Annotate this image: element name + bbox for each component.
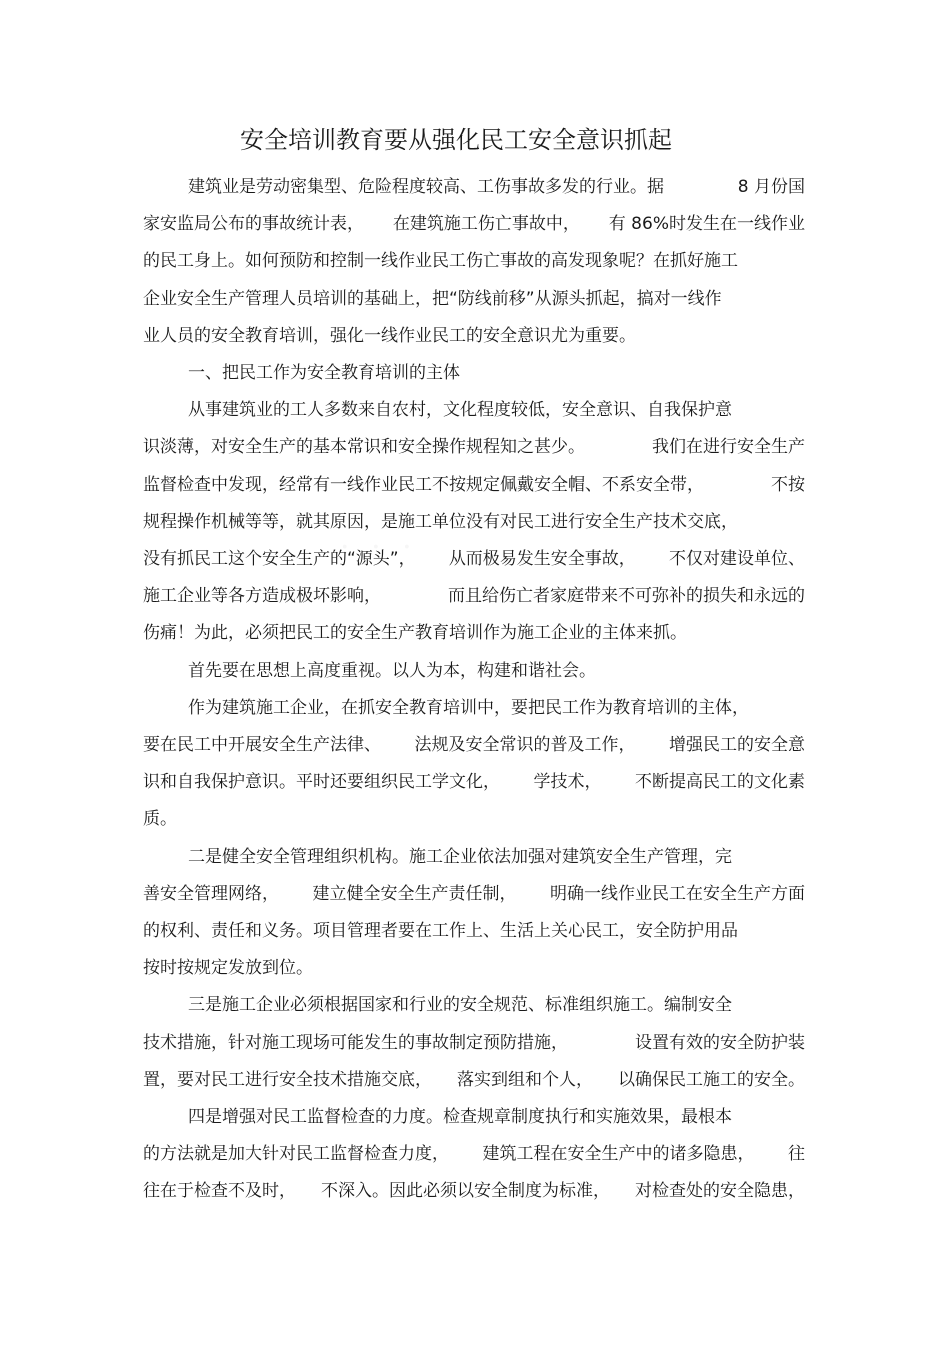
text-line: [143, 879, 805, 909]
text-segment: 作为建筑施工企业，在抓安全教育培训中，要把民工作为教育培训的主体，: [188, 697, 749, 718]
text-line: [143, 209, 805, 239]
text-segment: 识和自我保护意识。平时还要组织民工学文化，: [143, 772, 500, 793]
text-segment: 落实到组和个人，: [457, 1069, 593, 1090]
text-line: [143, 321, 813, 351]
text-line: [143, 246, 813, 276]
text-segment: 学技术，: [533, 772, 602, 793]
text-line: [188, 172, 805, 202]
text-line: [143, 618, 813, 648]
text-segment: 三是施工企业必须根据国家和行业的安全规范、标准组织施工。编制安全: [188, 995, 732, 1016]
text-segment: 的方法就是加大针对民工监督检查力度，: [143, 1144, 449, 1165]
text-segment: 我们在进行安全生产: [652, 437, 805, 458]
text-segment: 以确保民工施工的安全。: [618, 1069, 805, 1090]
text-segment: 有 86%时发生在一线作业: [608, 214, 805, 235]
text-line: [143, 916, 813, 946]
text-segment: 企业安全生产管理人员培训的基础上，把“防线前移”从源头抓起，搞对一线作: [143, 288, 722, 309]
text-segment: 识淡薄，对安全生产的基本常识和安全操作规程知之甚少。: [143, 437, 585, 458]
text-line: [143, 730, 805, 760]
text-line: [143, 1028, 805, 1058]
text-line: [188, 358, 858, 388]
text-segment: 质。: [143, 809, 177, 830]
text-segment: 而且给伤亡者家庭带来不可弥补的损失和永远的: [448, 586, 805, 607]
text-line: [143, 804, 813, 834]
text-segment: 明确一线作业民工在安全生产方面: [550, 883, 805, 904]
text-line: [143, 953, 813, 983]
text-line: [143, 1176, 805, 1206]
text-segment: 技术措施，针对施工现场可能发生的事故制定预防措施，: [143, 1032, 568, 1053]
document-title: 安全培训教育要从强化民工安全意识抓起: [240, 126, 672, 154]
text-line: [143, 432, 805, 462]
text-segment: 从而极易发生安全事故，: [448, 549, 636, 569]
text-segment: 对检查处的安全隐患，: [635, 1181, 805, 1202]
text-segment: 不断提高民工的文化素: [635, 772, 805, 793]
text-line: [143, 470, 805, 500]
text-line: [143, 581, 805, 611]
text-segment: 首先要在思想上高度重视。以人为本，构建和谐社会。: [188, 660, 596, 681]
text-line: [188, 990, 858, 1020]
text-segment: 的民工身上。如何预防和控制一线作业民工伤亡事故的高发现象呢？在抓好施工: [143, 251, 738, 272]
text-segment: 法规及安全常识的普及工作，: [414, 735, 636, 755]
text-segment: 四是增强对民工监督检查的力度。检查规章制度执行和实施效果，最根本: [188, 1107, 732, 1127]
text-line: [143, 507, 813, 537]
text-segment: 业人员的安全教育培训，强化一线作业民工的安全意识尤为重要。: [143, 325, 636, 346]
text-segment: 一、把民工作为安全教育培训的主体: [188, 363, 460, 383]
text-segment: 从事建筑业的工人多数来自农村，文化程度较低，安全意识、自我保护意: [188, 400, 732, 421]
text-segment: 在建筑施工伤亡事故中，: [392, 214, 580, 235]
text-line: [143, 767, 805, 797]
text-segment: 不深入。因此必须以安全制度为标准，: [321, 1181, 610, 1202]
text-segment: 不仅对建设单位、: [669, 549, 805, 569]
text-segment: 规程操作机械等等，就其原因，是施工单位没有对民工进行安全生产技术交底，: [143, 511, 738, 532]
text-segment: 没有抓民工这个安全生产的“源头”，: [143, 549, 416, 569]
text-segment: 置，要对民工进行安全技术措施交底，: [143, 1069, 432, 1090]
text-segment: 8 月份国: [737, 177, 805, 197]
text-segment: 家安监局公布的事故统计表，: [143, 214, 364, 235]
text-segment: 增强民工的安全意: [669, 735, 805, 755]
text-segment: 监督检查中发现，经常有一线作业民工不按规定佩戴安全帽、不系安全带，: [143, 474, 704, 495]
text-segment: 的权利、责任和义务。项目管理者要在工作上、生活上关心民工，安全防护用品: [143, 921, 738, 941]
text-segment: 设置有效的安全防护装: [635, 1032, 805, 1053]
text-segment: 建立健全安全生产责任制，: [312, 883, 517, 904]
text-line: [143, 284, 813, 314]
text-line: [143, 544, 805, 574]
text-segment: 善安全管理网络，: [143, 883, 279, 904]
text-line: [188, 1102, 858, 1132]
text-segment: 按时按规定发放到位。: [143, 958, 313, 979]
text-line: [188, 656, 858, 686]
text-segment: 二是健全安全管理组织机构。施工企业依法加强对建筑安全生产管理，完: [188, 846, 732, 867]
text-segment: 往在于检查不及时，: [143, 1181, 296, 1202]
text-segment: 建筑业是劳动密集型、危险程度较高、工伤事故多发的行业。据: [188, 177, 664, 197]
text-segment: 伤痛！为此，必须把民工的安全生产教育培训作为施工企业的主体来抓。: [143, 623, 687, 644]
text-line: [188, 842, 858, 872]
text-segment: 不按: [771, 474, 805, 495]
text-segment: 建筑工程在安全生产中的诸多隐患，: [482, 1144, 755, 1165]
text-segment: 施工企业等各方造成极坏影响，: [143, 586, 381, 607]
text-segment: 往: [788, 1144, 805, 1165]
text-line: [143, 1065, 805, 1095]
text-line: [143, 1139, 805, 1169]
text-line: [188, 693, 858, 723]
text-segment: 要在民工中开展安全生产法律、: [143, 735, 381, 755]
text-line: [188, 395, 858, 425]
